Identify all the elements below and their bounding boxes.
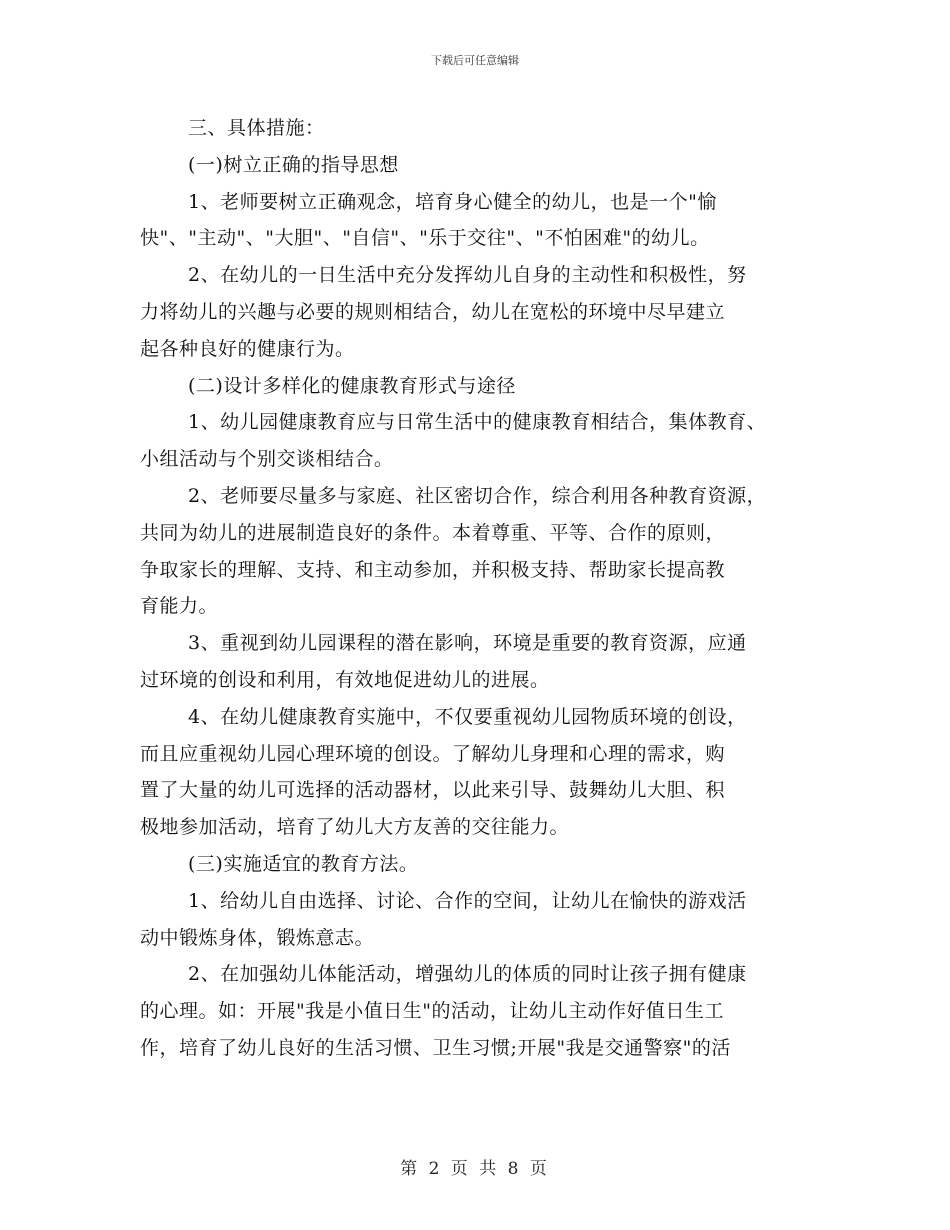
- text-line: 4、在幼儿健康教育实施中，不仅要重视幼儿园物质环境的创设，: [188, 705, 747, 728]
- text-line: (一)树立正确的指导思想: [188, 153, 399, 176]
- text-line: 1、给幼儿自由选择、讨论、合作的空间，让幼儿在愉快的游戏活: [188, 889, 747, 912]
- text-line: 而且应重视幼儿园心理环境的创设。了解幼儿身理和心理的需求，购: [140, 742, 726, 765]
- text-line: 小组活动与个别交谈相结合。: [140, 448, 394, 471]
- text-line: 2、老师要尽量多与家庭、社区密切合作，综合利用各种教育资源，: [188, 484, 767, 507]
- text-line: 1、幼儿园健康教育应与日常生活中的健康教育相结合，集体教育、: [188, 411, 767, 434]
- text-line: 快"、"主动"、"大胆"、"自信"、"乐于交往"、"不怕困难"的幼儿。: [140, 227, 710, 250]
- text-line: 过环境的创设和利用，有效地促进幼儿的进展。: [140, 668, 550, 691]
- text-line: 起各种良好的健康行为。: [140, 337, 355, 360]
- text-line: 2、在幼儿的一日生活中充分发挥幼儿自身的主动性和积极性，努: [188, 264, 747, 287]
- text-line: 育能力。: [140, 595, 219, 618]
- text-line: 共同为幼儿的进展制造良好的条件。本着尊重、平等、合作的原则，: [140, 521, 726, 544]
- document-body: [140, 110, 830, 1067]
- text-line: 2、在加强幼儿体能活动，增强幼儿的体质的同时让孩子拥有健康: [188, 963, 747, 986]
- text-line: 的心理。如：开展"我是小值日生"的活动，让幼儿主动作好值日生工: [140, 1000, 724, 1023]
- text-line: 动中锻炼身体，锻炼意志。: [140, 926, 375, 949]
- text-line: 作，培育了幼儿良好的生活习惯、卫生习惯;开展"我是交通警察"的活: [140, 1036, 731, 1059]
- page-header-note: 下载后可任意编辑: [431, 54, 519, 67]
- text-line: 1、老师要树立正确观念，培育身心健全的幼儿，也是一个"愉: [188, 190, 717, 213]
- page-number: 第 2 页 共 8 页: [400, 1159, 550, 1179]
- text-line: 三、具体措施：: [188, 117, 325, 139]
- text-line: 3、重视到幼儿园课程的潜在影响，环境是重要的教育资源，应通: [188, 632, 747, 655]
- text-line: 置了大量的幼儿可选择的活动器材，以此来引导、鼓舞幼儿大胆、积: [140, 779, 726, 802]
- text-line: 争取家长的理解、支持、和主动参加，并积极支持、帮助家长提高教: [140, 558, 726, 581]
- text-line: 力将幼儿的兴趣与必要的规则相结合，幼儿在宽松的环境中尽早建立: [140, 300, 726, 323]
- text-line: (三)实施适宜的教育方法。: [188, 852, 419, 875]
- text-line: (二)设计多样化的健康教育形式与途径: [188, 374, 516, 397]
- text-line: 极地参加活动，培育了幼儿大方友善的交往能力。: [140, 816, 570, 839]
